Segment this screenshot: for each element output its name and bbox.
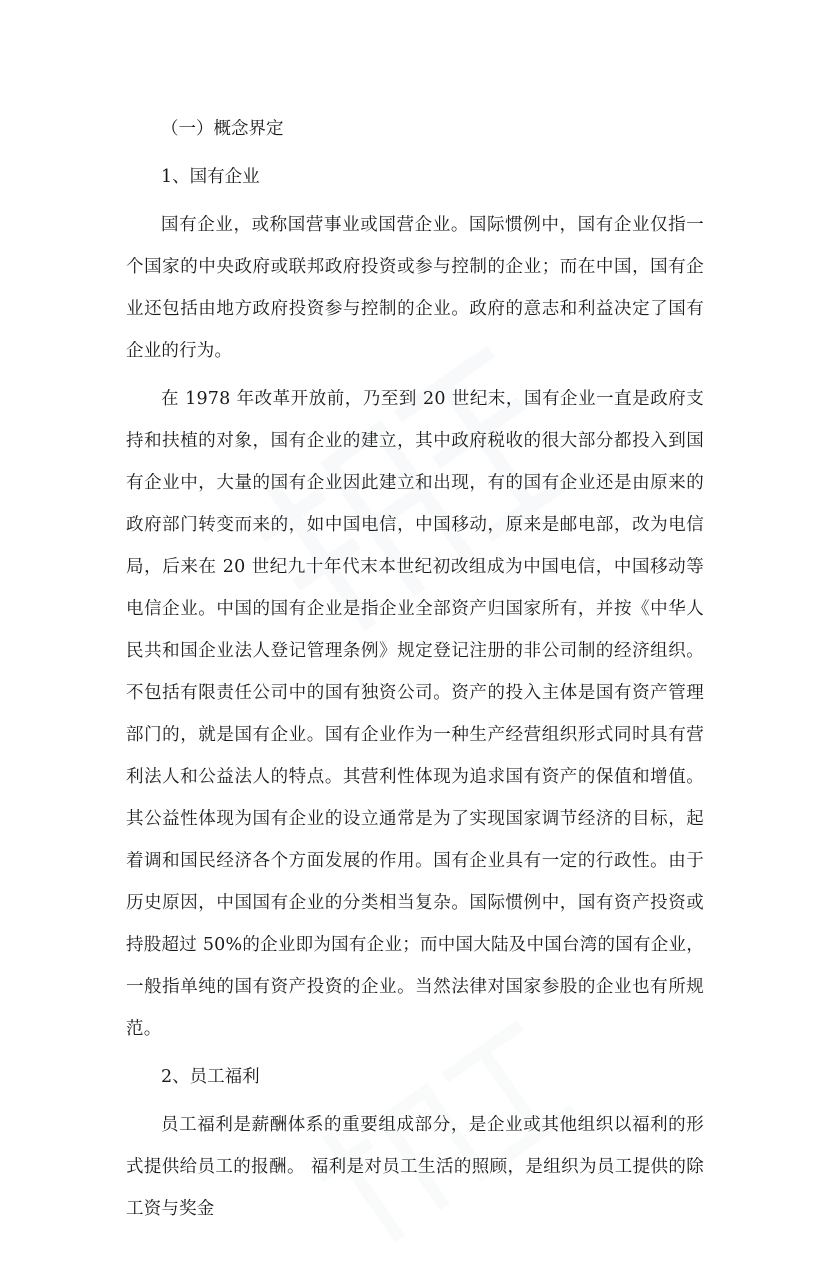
section-heading: （一）概念界定 bbox=[161, 119, 284, 139]
subheading-state-owned-enterprise: 1、国有企业 bbox=[161, 167, 260, 187]
document-body bbox=[126, 108, 704, 1230]
paragraph-history: 在 1978 年改革开放前，乃至到 20 世纪末，国有企业一直是政府支持和扶植的对象，国有企业的建立，其中政府税收的很大部分都投入到国有企业中，大量的国有企业因此建立和出现，有的国有企业还是由原来的政府部门转变而来的，如中国电信，中国移动，原来是邮电部，改为电信局，后来在 20 世纪九十年代末本世纪初改组成为中国电信，中国移动等电信企业。中国的国有企业是指企业全部资产归国家所有，并按《中华人民共和国企业法人登记管理条例》规定登记注册的非公司制的经济组织。不包括有限责任公司中的国有独资公司。资产的投入主体是国有资产管理部门的，就是国有企业。国有企业作为一种生产经营组织形式同时具有营利法人和公益法人的特点。其营利性体现为追求国有资产的保值和增值。其公益性体现为国有企业的设立通常是为了实现国家调节经济的目标，起着调和国民经济各个方面发展的作用。国有企业具有一定的行政性。由于历史原因，中国国有企业的分类相当复杂。国际惯例中，国有资产投资或持股超过 50%的企业即为国有企业；而中国大陆及中国台湾的国有企业，一般指单纯的国有资产投资的企业。当然法律对国家参股的企业也有所规范。 bbox=[126, 389, 704, 1039]
subheading-employee-benefits: 2、员工福利 bbox=[161, 1067, 260, 1087]
paragraph-definition: 国有企业，或称国营事业或国营企业。国际惯例中，国有企业仅指一个国家的中央政府或联邦政府投资或参与控制的企业；而在中国，国有企业还包括由地方政府投资参与控制的企业。政府的意志和利益决定了国有企业的行为。 bbox=[126, 215, 704, 361]
paragraph-employee-benefits: 员工福利是薪酬体系的重要组成部分，是企业或其他组织以福利的形式提供给员工的报酬。 福利是对员工生活的照顾，是组织为员工提供的除工资与奖金 bbox=[126, 1115, 704, 1219]
